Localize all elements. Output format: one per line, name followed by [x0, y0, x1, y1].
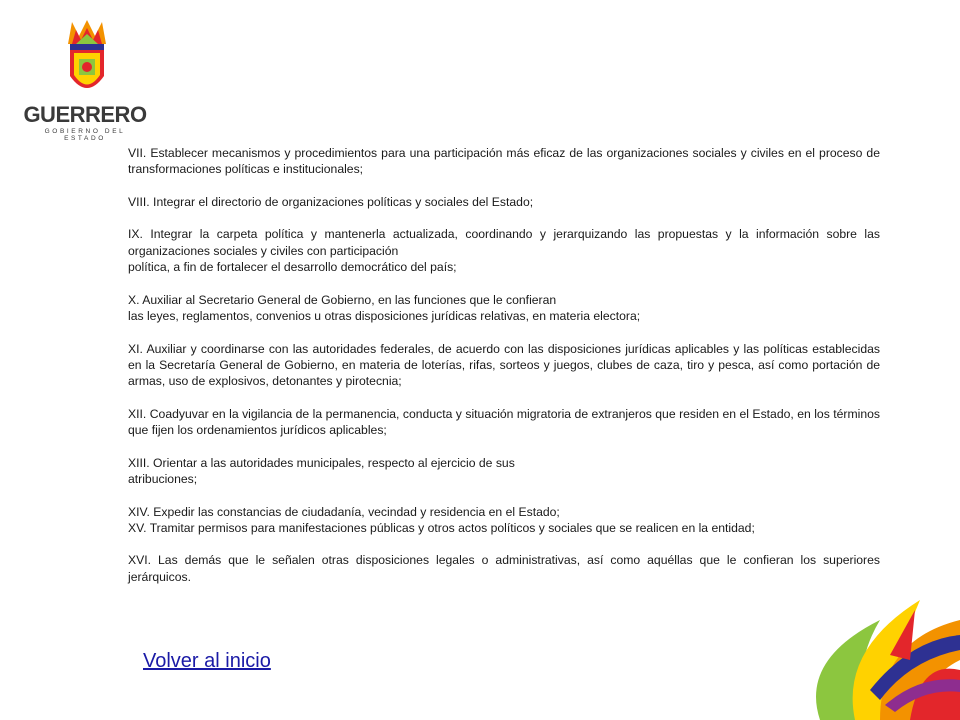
back-to-start-link[interactable]: Volver al inicio — [143, 650, 271, 672]
item-viii: VIII. Integrar el directorio de organizaciones políticas y sociales del Estado; — [128, 194, 534, 209]
item-xv: XV. Tramitar permisos para manifestaciones públicas y otros actos políticos y sociales que se realicen en la entidad; — [128, 520, 755, 535]
attributions-list — [128, 145, 880, 601]
item-xii: XII. Coadyuvar en la vigilancia de la permanencia, conducta y situación migratoria de extranjeros que residen en el Estado, en los términos que fijen los ordenamientos jurídicos aplicables; — [128, 406, 880, 438]
item-xiii-line2: atribuciones; — [128, 471, 198, 486]
item-ix-line1: IX. Integrar la carpeta política y mantenerla actualizada, coordinando y jerarquizando las propuestas y la información sobre las organizaciones sociales y civiles con participación — [128, 227, 880, 258]
item-x-line2: las leyes, reglamentos, convenios u otras disposiciones jurídicas relativas, en materia electora; — [128, 308, 641, 323]
item-xvi: XVI. Las demás que le señalen otras disposiciones legales o administrativas, así como aquéllas que le confieran los superiores jerárquicos. — [128, 553, 880, 584]
item-xiv: XIV. Expedir las constancias de ciudadanía, vecindad y residencia en el Estado; — [128, 504, 560, 519]
item-ix-line2: política, a fin de fortalecer el desarrollo democrático del país; — [128, 260, 457, 275]
logo-wordmark: GUERRERO — [23, 102, 147, 127]
coat-of-arms-icon — [62, 18, 112, 102]
item-ix — [128, 226, 880, 275]
item-x — [128, 292, 880, 325]
guerrero-logo — [22, 18, 148, 142]
item-vii: VII. Establecer mecanismos y procedimientos para una participación más eficaz de las organizaciones sociales y civiles en el proceso de transformaciones políticas e institucionales; — [128, 146, 880, 177]
logo-subtitle: GOBIERNO DEL ESTADO — [44, 128, 126, 142]
item-xiii — [128, 455, 880, 488]
item-xiii-line1: XIII. Orientar a las autoridades municipales, respecto al ejercicio de sus — [128, 455, 515, 470]
item-xi: XI. Auxiliar y coordinarse con las autoridades federales, de acuerdo con las disposiciones jurídicas aplicables y las políticas establecidas en la Secretaría General de Gobierno, en materia de loterías, rifas, sorteos y juegos, clubes de caza, tiro y pesca, así como portación de armas, uso de explosivos, detonantes y pirotecnia; — [128, 341, 880, 389]
item-x-line1: X. Auxiliar al Secretario General de Gobierno, en las funciones que le confieran — [128, 292, 557, 307]
decorative-flower-icon — [760, 580, 960, 720]
